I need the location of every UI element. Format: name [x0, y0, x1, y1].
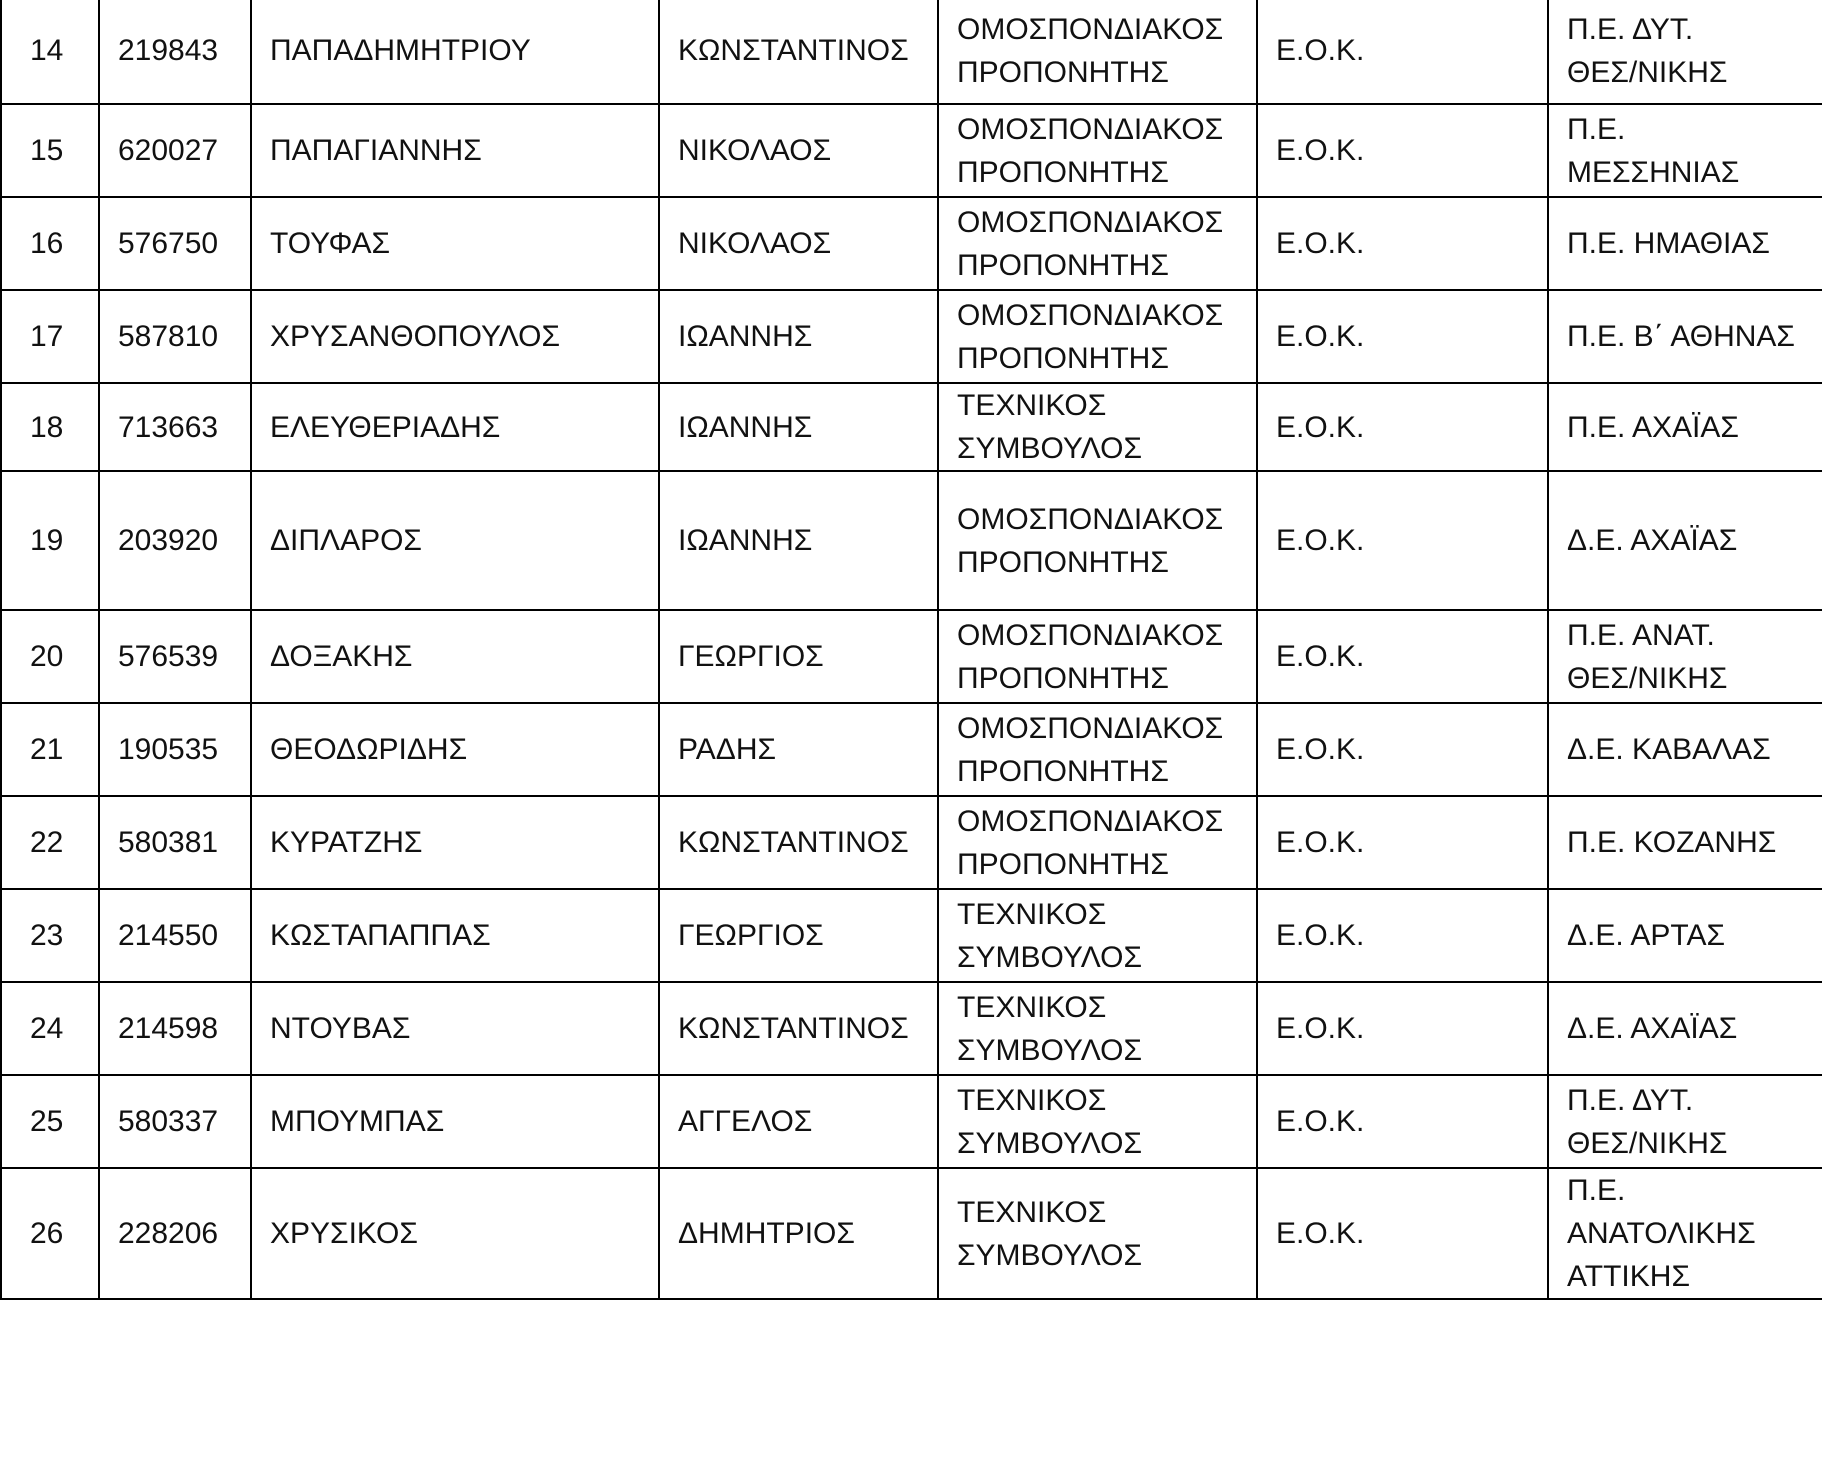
cell-surname: ΜΠΟΥΜΠΑΣ — [251, 1075, 659, 1168]
cell-role-line: ΟΜΟΣΠΟΝΔΙΑΚΟΣ — [957, 804, 1224, 838]
cell-surname: ΠΑΠΑΔΗΜΗΤΡΙΟΥ — [251, 0, 659, 104]
cell-surname: ΔΙΠΛΑΡΟΣ — [251, 471, 659, 610]
cell-aa: 24 — [1, 982, 99, 1075]
cell-role — [938, 610, 1257, 703]
cell-role-line: ΠΡΟΠΟΝΗΤΗΣ — [957, 545, 1169, 579]
cell-surname: ΕΛΕΥΘΕΡΙΑΔΗΣ — [251, 383, 659, 471]
table-row — [1, 471, 1822, 610]
cell-surname: ΝΤΟΥΒΑΣ — [251, 982, 659, 1075]
cell-role-line: ΣΥΜΒΟΥΛΟΣ — [957, 1126, 1142, 1160]
cell-surname: ΧΡΥΣΙΚΟΣ — [251, 1168, 659, 1299]
cell-role — [938, 471, 1257, 610]
cell-name: ΚΩΝΣΤΑΝΤΙΝΟΣ — [659, 796, 938, 889]
cell-name: ΔΗΜΗΤΡΙΟΣ — [659, 1168, 938, 1299]
cell-region-line: ΘΕΣ/ΝΙΚΗΣ — [1567, 55, 1728, 89]
cell-region-line: ΑΤΤΙΚΗΣ — [1567, 1260, 1690, 1293]
cell-role-line: ΟΜΟΣΠΟΝΔΙΑΚΟΣ — [957, 618, 1224, 652]
cell-name: ΡΑΔΗΣ — [659, 703, 938, 796]
cell-region — [1548, 1075, 1822, 1168]
cell-region-line: Π.Ε. — [1567, 1174, 1626, 1207]
cell-region — [1548, 0, 1822, 104]
table-row — [1, 290, 1822, 383]
cell-surname: ΚΩΣΤΑΠΑΠΠΑΣ — [251, 889, 659, 982]
cell-aa: 21 — [1, 703, 99, 796]
cell-role-line: ΤΕΧΝΙΚΟΣ — [957, 990, 1107, 1024]
cell-region — [1548, 796, 1822, 889]
cell-role — [938, 796, 1257, 889]
cell-federation: Ε.Ο.Κ. — [1257, 383, 1548, 471]
cell-role-line: ΠΡΟΠΟΝΗΤΗΣ — [957, 55, 1169, 89]
cell-region-line: ΑΝΑΤΟΛΙΚΗΣ — [1567, 1217, 1756, 1250]
cell-federation: Ε.Ο.Κ. — [1257, 0, 1548, 104]
cell-role-line: ΟΜΟΣΠΟΝΔΙΑΚΟΣ — [957, 205, 1224, 239]
cell-aa: 26 — [1, 1168, 99, 1299]
cell-region-line: Π.Ε. ΑΧΑΪΑΣ — [1567, 410, 1739, 444]
cell-role — [938, 104, 1257, 197]
cell-federation: Ε.Ο.Κ. — [1257, 703, 1548, 796]
cell-region-line: Π.Ε. — [1567, 112, 1626, 146]
cell-role — [938, 1168, 1257, 1299]
cell-federation: Ε.Ο.Κ. — [1257, 197, 1548, 290]
cell-surname: ΘΕΟΔΩΡΙΔΗΣ — [251, 703, 659, 796]
cell-federation: Ε.Ο.Κ. — [1257, 1075, 1548, 1168]
cell-surname: ΠΑΠΑΓΙΑΝΝΗΣ — [251, 104, 659, 197]
cell-region — [1548, 889, 1822, 982]
cell-aa: 22 — [1, 796, 99, 889]
cell-name: ΚΩΝΣΤΑΝΤΙΝΟΣ — [659, 982, 938, 1075]
cell-aa: 18 — [1, 383, 99, 471]
table-row — [1, 982, 1822, 1075]
cell-region — [1548, 1168, 1822, 1299]
table-row — [1, 383, 1822, 471]
cell-aa: 16 — [1, 197, 99, 290]
cell-name: ΚΩΝΣΤΑΝΤΙΝΟΣ — [659, 0, 938, 104]
cell-role — [938, 290, 1257, 383]
cell-name: ΝΙΚΟΛΑΟΣ — [659, 104, 938, 197]
cell-federation: Ε.Ο.Κ. — [1257, 471, 1548, 610]
cell-region — [1548, 610, 1822, 703]
cell-role — [938, 0, 1257, 104]
cell-aa: 14 — [1, 0, 99, 104]
cell-role — [938, 889, 1257, 982]
cell-region-line: ΘΕΣ/ΝΙΚΗΣ — [1567, 1126, 1728, 1160]
cell-aa: 20 — [1, 610, 99, 703]
cell-code: 620027 — [99, 104, 251, 197]
cell-region-line: Π.Ε. Β΄ ΑΘΗΝΑΣ — [1567, 320, 1795, 353]
cell-role-line: ΣΥΜΒΟΥΛΟΣ — [957, 1033, 1142, 1067]
cell-aa: 23 — [1, 889, 99, 982]
cell-role-line: ΠΡΟΠΟΝΗΤΗΣ — [957, 341, 1169, 375]
cell-federation: Ε.Ο.Κ. — [1257, 796, 1548, 889]
cell-role-line: ΣΥΜΒΟΥΛΟΣ — [957, 940, 1142, 974]
cell-role-line: ΣΥΜΒΟΥΛΟΣ — [957, 432, 1142, 465]
table-row — [1, 703, 1822, 796]
cell-name: ΙΩΑΝΝΗΣ — [659, 383, 938, 471]
cell-code: 576539 — [99, 610, 251, 703]
cell-region — [1548, 290, 1822, 383]
cell-name: ΙΩΑΝΝΗΣ — [659, 471, 938, 610]
table-row — [1, 610, 1822, 703]
cell-role-line: ΠΡΟΠΟΝΗΤΗΣ — [957, 661, 1169, 695]
cell-code: 580381 — [99, 796, 251, 889]
cell-code: 576750 — [99, 197, 251, 290]
cell-federation: Ε.Ο.Κ. — [1257, 982, 1548, 1075]
cell-aa: 19 — [1, 471, 99, 610]
cell-role-line: ΤΕΧΝΙΚΟΣ — [957, 389, 1107, 422]
cell-aa: 25 — [1, 1075, 99, 1168]
table-row — [1, 796, 1822, 889]
cell-code: 214550 — [99, 889, 251, 982]
table-row — [1, 1168, 1822, 1299]
cell-role-line: ΠΡΟΠΟΝΗΤΗΣ — [957, 847, 1169, 881]
cell-code: 190535 — [99, 703, 251, 796]
cell-role-line: ΤΕΧΝΙΚΟΣ — [957, 1083, 1107, 1117]
cell-region-line: Δ.Ε. ΑΧΑΪΑΣ — [1567, 524, 1738, 557]
cell-region-line: Π.Ε. ΚΟΖΑΝΗΣ — [1567, 826, 1777, 859]
cell-role — [938, 383, 1257, 471]
cell-federation: Ε.Ο.Κ. — [1257, 290, 1548, 383]
cell-federation: Ε.Ο.Κ. — [1257, 104, 1548, 197]
cell-region-line: Π.Ε. ΔΥΤ. — [1567, 1083, 1694, 1117]
cell-name: ΝΙΚΟΛΑΟΣ — [659, 197, 938, 290]
cell-role-line: ΟΜΟΣΠΟΝΔΙΑΚΟΣ — [957, 502, 1224, 536]
cell-role — [938, 1075, 1257, 1168]
cell-region-line: Π.Ε. ΗΜΑΘΙΑΣ — [1567, 227, 1770, 260]
cell-region-line: ΘΕΣ/ΝΙΚΗΣ — [1567, 661, 1728, 695]
table-row — [1, 0, 1822, 104]
cell-aa: 17 — [1, 290, 99, 383]
cell-role — [938, 197, 1257, 290]
table-body — [1, 0, 1822, 1299]
cell-role-line: ΟΜΟΣΠΟΝΔΙΑΚΟΣ — [957, 298, 1224, 332]
cell-role-line: ΠΡΟΠΟΝΗΤΗΣ — [957, 155, 1169, 189]
cell-aa: 15 — [1, 104, 99, 197]
cell-code: 214598 — [99, 982, 251, 1075]
cell-code: 713663 — [99, 383, 251, 471]
cell-region-line: Δ.Ε. ΑΡΤΑΣ — [1567, 919, 1726, 952]
cell-surname: ΤΟΥΦΑΣ — [251, 197, 659, 290]
cell-federation: Ε.Ο.Κ. — [1257, 610, 1548, 703]
cell-code: 587810 — [99, 290, 251, 383]
cell-name: ΓΕΩΡΓΙΟΣ — [659, 889, 938, 982]
cell-role-line: ΠΡΟΠΟΝΗΤΗΣ — [957, 248, 1169, 282]
cell-region — [1548, 197, 1822, 290]
cell-name: ΓΕΩΡΓΙΟΣ — [659, 610, 938, 703]
cell-federation: Ε.Ο.Κ. — [1257, 889, 1548, 982]
cell-code: 219843 — [99, 0, 251, 104]
cell-name: ΙΩΑΝΝΗΣ — [659, 290, 938, 383]
cell-region-line: Π.Ε. ΑΝΑΤ. — [1567, 618, 1715, 652]
cell-role — [938, 703, 1257, 796]
cell-role-line: ΟΜΟΣΠΟΝΔΙΑΚΟΣ — [957, 12, 1224, 46]
table-row — [1, 104, 1822, 197]
table-row — [1, 1075, 1822, 1168]
cell-surname: ΔΟΞΑΚΗΣ — [251, 610, 659, 703]
cell-surname: ΧΡΥΣΑΝΘΟΠΟΥΛΟΣ — [251, 290, 659, 383]
cell-region — [1548, 703, 1822, 796]
cell-code: 228206 — [99, 1168, 251, 1299]
cell-role-line: ΠΡΟΠΟΝΗΤΗΣ — [957, 754, 1169, 788]
cell-region — [1548, 982, 1822, 1075]
cell-region-line: Δ.Ε. ΚΑΒΑΛΑΣ — [1567, 733, 1771, 766]
cell-code: 203920 — [99, 471, 251, 610]
cell-region-line: Π.Ε. ΔΥΤ. — [1567, 12, 1694, 46]
cell-role — [938, 982, 1257, 1075]
table-row — [1, 197, 1822, 290]
cell-region-line: ΜΕΣΣΗΝΙΑΣ — [1567, 155, 1740, 189]
cell-federation: Ε.Ο.Κ. — [1257, 1168, 1548, 1299]
cell-role-line: ΣΥΜΒΟΥΛΟΣ — [957, 1238, 1142, 1272]
cell-region — [1548, 104, 1822, 197]
cell-region-line: Δ.Ε. ΑΧΑΪΑΣ — [1567, 1012, 1738, 1045]
cell-role-line: ΟΜΟΣΠΟΝΔΙΑΚΟΣ — [957, 711, 1224, 745]
cell-surname: ΚΥΡΑΤΖΗΣ — [251, 796, 659, 889]
table-row — [1, 889, 1822, 982]
cell-code: 580337 — [99, 1075, 251, 1168]
cell-role-line: ΟΜΟΣΠΟΝΔΙΑΚΟΣ — [957, 112, 1224, 146]
cell-name: ΑΓΓΕΛΟΣ — [659, 1075, 938, 1168]
cell-region — [1548, 383, 1822, 471]
cell-role-line: ΤΕΧΝΙΚΟΣ — [957, 1195, 1107, 1229]
cell-role-line: ΤΕΧΝΙΚΟΣ — [957, 897, 1107, 931]
cell-region — [1548, 471, 1822, 610]
